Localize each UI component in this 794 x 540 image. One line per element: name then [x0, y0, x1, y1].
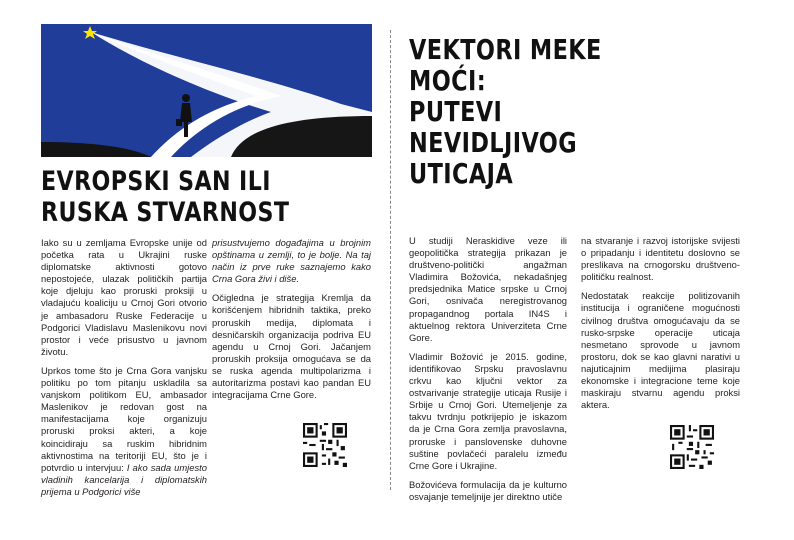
paragraph: U studiji Neraskidive veze ili geopolitička strategija prikazan je društveno-politički angažman Vladimira Božovića, nekadašnjeg predsjednika Matice srpske u Crnoj Gori, osnivača neregistrovanog propagandnog portala IN4S i aktuelnog rektora Univerziteta Crne Gore.: [409, 235, 567, 343]
left-column-2: [212, 237, 371, 408]
paragraph: Iako su u zemljama Evropske unije od početka rata u Ukrajini ruske diplomatske aktivnosti gotovo nepostojeće, ulazak političkih partija koje djeluju kao proruski proksiji u vladajuću koaliciju u Crnoj Gori otvorio je ambasadoru Ruske Federacije u Podgorici Vladislavu Maslenikovu novi prostor i veće prisustvo u javnom životu.: [41, 237, 207, 357]
paragraph: Nedostatak reakcije politizovanih institucija i ograničene mogućnosti civilnog društva omogućavaju da se rusko-srpske operacije uticaja nesmetano sprovode u javnom prostoru, dok se kao glavni narativi u najuticajnim medijima plasiraju ekonomske i integracione teme koje maskiraju stvarnu agendu proksi aktera.: [581, 290, 740, 411]
paragraph: Uprkos tome što je Crna Gora vanjsku politiku po tom pitanju uskladila sa vanjskom politikom EU, ambasador Maslenikov je redovan gost na manifestacijama koje organizuju proruski proksi akteri, a koje koincidiraju sa ruskim hibridnim aktivnostima na teritoriji EU, što je i potvrdio u intervjuu: I ako sada umjesto vladinih kancelarija i diplomatskih prijema u Podgorici više: [41, 364, 207, 497]
qr-code-right: [670, 425, 714, 469]
article-title-right: [409, 34, 673, 189]
page-divider: [390, 30, 391, 490]
paragraph: na stvaranje i razvoj istorijske svijesti o pripadanju i identitetu doslovno se preslikava na crnogorsku društveno-političku realnost.: [581, 235, 740, 283]
qr-code-icon[interactable]: [670, 425, 714, 474]
quote-italic: prisustvujemo događajima u brojnim opštinama u zemlji, to je bolje. Na taj način iz prve ruke saznajemo kako Crna Gora živi i diše.: [212, 237, 371, 285]
title-line: UTICAJA: [409, 157, 514, 190]
quote-italic: I ako sada umjesto vladinih kancelarija i diplomatskih prijema u Podgorici više: [41, 461, 207, 497]
left-column-1: [41, 237, 207, 505]
paragraph: Očigledna je strategija Kremlja da korišćenjem hibridnih taktika, preko proruskih medija, diplomata i desničarskih organizacija podriva EU agendu u Crnoj Gori. Jačanjem proruskih proksija omogućava se da se ruska agenda multipolarizma i autoritarizma postavi kao pandan EU integracijama Crne Gore.: [212, 292, 371, 401]
paragraph: Božovićeva formulacija da je kulturno osvajanje temeljnije jer direktno utiče: [409, 478, 567, 502]
title-line: RUSKA STVARNOST: [41, 197, 290, 228]
paragraph: Vladimir Božović je 2015. godine, identifikovao Srpsku pravoslavnu crkvu kao ključni vektor za ostvarivanje strategije uticaja Rusije i Srbije u Crnoj Gori. Utemeljenje za takvu tvrdnju potkrijepio je iskazom da je Crna Gora zemlja pravoslavna, proruske i panslovenske duhovne suštine povlačeći paralelu između Crne Gore i Ukrajine.: [409, 350, 567, 471]
right-column-2: [581, 235, 740, 418]
hero-illustration: [41, 24, 372, 157]
right-column-1: [409, 235, 567, 510]
title-line: VEKTORI MEKE MOĆI:: [409, 33, 602, 97]
article-title-left: [41, 166, 312, 228]
qr-code-left: [303, 423, 347, 467]
qr-code-icon[interactable]: [303, 423, 347, 472]
title-line: EVROPSKI SAN ILI: [41, 166, 271, 197]
title-line: PUTEVI NEVIDLJIVOG: [409, 95, 578, 159]
